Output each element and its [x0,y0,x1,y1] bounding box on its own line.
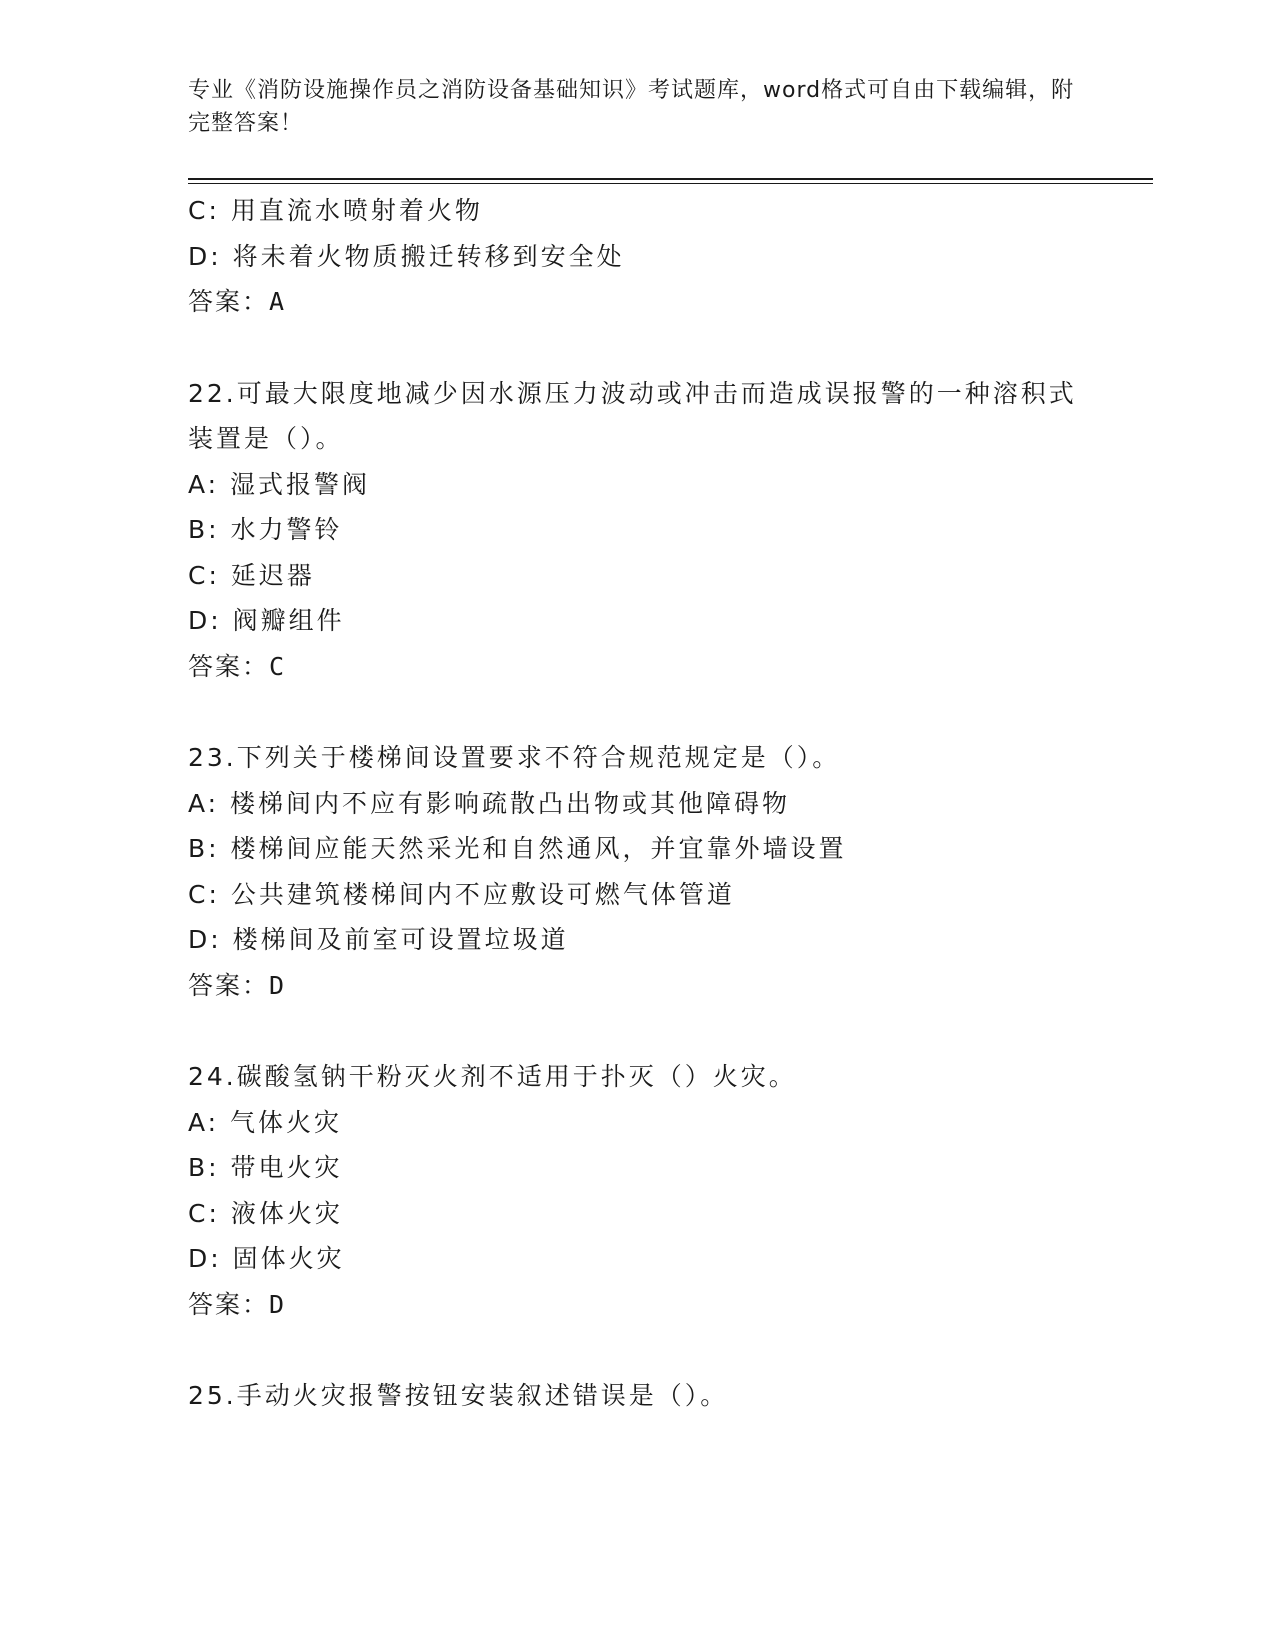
answer-value: D [269,970,287,1000]
answer-label: 答案： [188,287,270,316]
question-stem: 25.手动火灾报警按钮安装叙述错误是（）。 [188,1381,729,1410]
option-d [188,234,1088,280]
answer-value: C [269,651,287,681]
option-label: D: [188,606,222,635]
option-text: 固体火灾 [232,1244,345,1273]
answer-value: A [269,287,287,316]
option-text: 楼梯间及前室可设置垃圾道 [232,925,569,954]
question-stem: 24.碳酸氢钠干粉灭火剂不适用于扑灭（）火灾。 [188,1062,797,1091]
option-text: 将未着火物质搬迁转移到安全处 [232,241,625,271]
question-content [188,188,1088,1419]
option-d [188,917,1088,963]
option-text: 湿式报警阀 [230,469,371,499]
option-text: 楼梯间内不应有影响疏散凸出物或其他障碍物 [230,788,791,818]
option-text: 用直流水喷射着火物 [230,196,483,225]
option-label: D: [188,1244,222,1273]
header-divider-thick [188,178,1153,180]
option-label: A: [188,788,220,818]
option-text: 气体火灾 [230,1107,343,1137]
option-text: 阀瓣组件 [232,606,345,635]
option-d [188,598,1088,644]
question-25 [188,1373,1088,1419]
option-label: B: [188,1153,220,1182]
header-divider-thin [188,183,1153,184]
option-label: B: [188,515,220,544]
option-c [188,872,1088,918]
answer-label: 答案： [188,970,270,1000]
option-label: A: [188,1107,220,1137]
option-text: 延迟器 [230,560,315,590]
option-c [188,188,1088,234]
option-c [188,553,1088,599]
continued-question [188,188,1088,325]
option-text: 公共建筑楼梯间内不应敷设可燃气体管道 [230,879,735,909]
option-text: 带电火灾 [230,1153,343,1182]
option-label: D: [188,241,222,271]
question-22 [188,371,1088,690]
answer-value: D [269,1289,287,1319]
answer-line [188,1282,1088,1328]
option-label: C: [188,1198,220,1228]
option-label: C: [188,879,220,909]
answer-line [188,279,1088,325]
answer-label: 答案： [188,651,270,681]
question-23 [188,735,1088,1008]
option-b [188,1145,1088,1191]
option-a [188,462,1088,508]
answer-line [188,963,1088,1009]
option-b [188,826,1088,872]
question-stem: 23.下列关于楼梯间设置要求不符合规范规定是（）。 [188,743,841,772]
question-24 [188,1054,1088,1327]
option-label: B: [188,834,220,863]
document-header: 专业《消防设施操作员之消防设备基础知识》考试题库，word格式可自由下载编辑，附完整答案！ [188,78,1075,136]
option-text: 楼梯间应能天然采光和自然通风，并宜靠外墙设置 [230,834,847,863]
option-a [188,1100,1088,1146]
option-text: 水力警铃 [230,515,343,544]
option-text: 液体火灾 [230,1198,343,1228]
answer-line [188,644,1088,690]
option-label: D: [188,925,222,954]
option-c [188,1191,1088,1237]
option-d [188,1236,1088,1282]
option-label: C: [188,196,220,225]
question-stem: 22.可最大限度地减少因水源压力波动或冲击而造成误报警的一种溶积式装置是（）。 [188,378,1077,453]
option-label: C: [188,560,220,590]
answer-label: 答案： [188,1289,270,1319]
option-a [188,781,1088,827]
option-b [188,507,1088,553]
option-label: A: [188,469,220,499]
